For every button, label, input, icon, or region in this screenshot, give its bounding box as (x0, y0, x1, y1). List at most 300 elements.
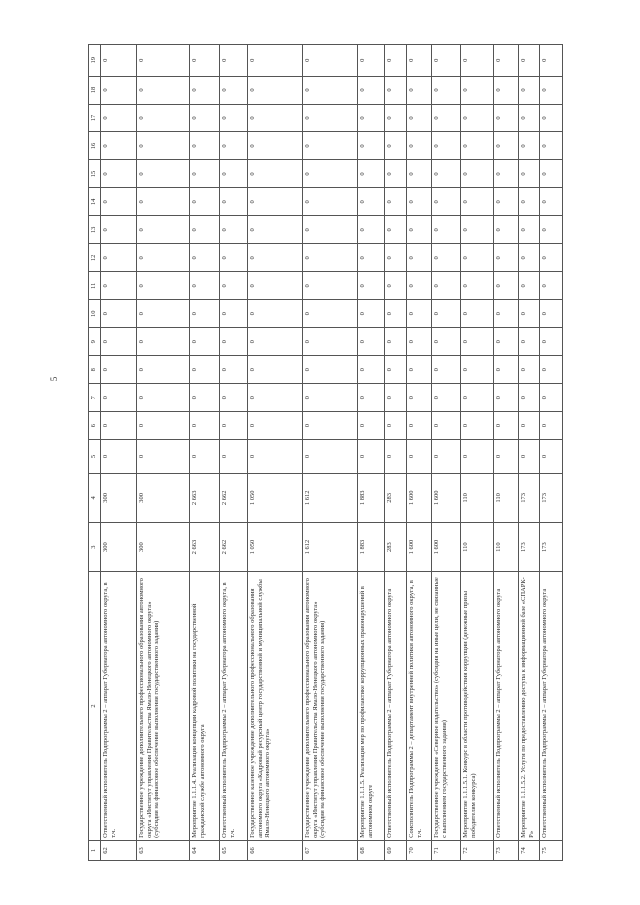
year-value-cell: 0 (101, 328, 137, 356)
year-value-cell: 0 (220, 188, 248, 216)
year-value-cell: 1 612 (303, 473, 358, 522)
year-value-cell: 0 (519, 356, 540, 384)
year-value-cell: 0 (540, 328, 563, 356)
year-value-cell: 0 (137, 328, 190, 356)
year-value-cell: 0 (461, 272, 494, 300)
row-name-cell: Мероприятие 1.1.1.5. Реализация мер по профилактике коррупционных правонарушений в автономном округе (358, 572, 385, 841)
year-value-cell: 0 (358, 300, 385, 328)
year-value-cell: 0 (358, 132, 385, 160)
year-value-cell: 0 (220, 216, 248, 244)
year-value-cell: 0 (519, 412, 540, 440)
year-value-cell: 0 (137, 76, 190, 104)
row-name-cell: Ответственный исполнитель Подпрограммы 2 – аппарат Губернатора автономного округа, в т.ч. (220, 572, 248, 841)
year-value-cell: 0 (461, 76, 494, 104)
year-value-cell: 2 663 (190, 473, 220, 522)
year-value-cell: 0 (432, 412, 461, 440)
year-value-cell: 0 (101, 104, 137, 132)
year-value-cell: 0 (540, 216, 563, 244)
year-value-cell: 0 (190, 328, 220, 356)
year-value-cell: 0 (385, 328, 407, 356)
year-value-cell: 0 (461, 300, 494, 328)
column-number-header: 10 (89, 300, 101, 328)
year-value-cell: 0 (540, 300, 563, 328)
year-value-cell: 0 (461, 412, 494, 440)
row-name-cell: Мероприятие 1.1.1.4. Реализация концепции кадровой политики на государственной гражданской службе автономного округа (190, 572, 220, 841)
row-name-cell: Государственное казенное учреждение дополнительного профессионального образования автономного округа «Кадровый ресурсный центр государственной и муниципальной службы Ямало-Ненецкого автономного округа» (248, 572, 303, 841)
year-value-cell: 0 (248, 244, 303, 272)
year-value-cell: 0 (385, 45, 407, 77)
column-number-header: 18 (89, 76, 101, 104)
total-cell: 283 (385, 522, 407, 571)
year-value-cell: 0 (519, 272, 540, 300)
table-row (540, 45, 563, 861)
column-number-header: 16 (89, 132, 101, 160)
year-value-cell: 0 (407, 384, 432, 412)
year-value-cell: 0 (137, 440, 190, 474)
year-value-cell: 0 (137, 45, 190, 77)
year-value-cell: 0 (385, 132, 407, 160)
year-value-cell: 0 (385, 216, 407, 244)
year-value-cell: 0 (385, 188, 407, 216)
year-value-cell: 0 (137, 272, 190, 300)
year-value-cell: 0 (190, 188, 220, 216)
year-value-cell: 2 662 (220, 473, 248, 522)
year-value-cell: 0 (190, 104, 220, 132)
year-value-cell: 0 (432, 300, 461, 328)
year-value-cell: 0 (407, 160, 432, 188)
year-value-cell: 0 (101, 216, 137, 244)
year-value-cell: 0 (303, 104, 358, 132)
year-value-cell: 0 (248, 272, 303, 300)
year-value-cell: 0 (248, 356, 303, 384)
row-number-cell: 72 (461, 840, 494, 860)
year-value-cell: 0 (190, 440, 220, 474)
row-name-cell: Государственное учреждение «Северное издательство» (субсидия на иные цели, не связанные с выполнением государственного задания) (432, 572, 461, 841)
year-value-cell: 0 (385, 272, 407, 300)
total-cell: 1 600 (432, 522, 461, 571)
year-value-cell: 0 (494, 188, 519, 216)
total-cell: 1 612 (303, 522, 358, 571)
year-value-cell: 0 (494, 272, 519, 300)
year-value-cell: 0 (461, 160, 494, 188)
year-value-cell: 1 050 (248, 473, 303, 522)
year-value-cell: 110 (461, 473, 494, 522)
year-value-cell: 0 (385, 104, 407, 132)
year-value-cell: 0 (248, 160, 303, 188)
year-value-cell: 0 (407, 104, 432, 132)
row-number-cell: 66 (248, 840, 303, 860)
row-name-cell: Мероприятие 1.1.1.5.2. Услуги по предоставлению доступа к информационной базе «СПАРК-Р» (519, 572, 540, 841)
table-row (137, 45, 190, 861)
year-value-cell: 0 (101, 440, 137, 474)
year-value-cell: 0 (432, 132, 461, 160)
year-value-cell: 0 (461, 328, 494, 356)
year-value-cell: 0 (540, 76, 563, 104)
year-value-cell: 0 (190, 272, 220, 300)
year-value-cell: 0 (303, 188, 358, 216)
total-cell: 110 (461, 522, 494, 571)
year-value-cell: 0 (220, 45, 248, 77)
year-value-cell: 0 (519, 45, 540, 77)
year-value-cell: 0 (385, 160, 407, 188)
year-value-cell: 0 (407, 76, 432, 104)
year-value-cell: 0 (137, 244, 190, 272)
year-value-cell: 0 (407, 272, 432, 300)
year-value-cell: 0 (220, 272, 248, 300)
year-value-cell: 0 (358, 244, 385, 272)
total-cell: 2 662 (220, 522, 248, 571)
year-value-cell: 0 (540, 104, 563, 132)
year-value-cell: 1 883 (358, 473, 385, 522)
year-value-cell: 0 (461, 216, 494, 244)
year-value-cell: 0 (137, 412, 190, 440)
year-value-cell: 0 (432, 104, 461, 132)
year-value-cell: 0 (432, 188, 461, 216)
year-value-cell: 0 (432, 272, 461, 300)
year-value-cell: 0 (494, 300, 519, 328)
year-value-cell: 0 (137, 132, 190, 160)
year-value-cell: 0 (303, 216, 358, 244)
table-row (494, 45, 519, 861)
year-value-cell: 0 (385, 384, 407, 412)
column-number-header: 3 (89, 522, 101, 571)
year-value-cell: 0 (494, 132, 519, 160)
year-value-cell: 0 (137, 160, 190, 188)
year-value-cell: 0 (540, 356, 563, 384)
year-value-cell: 173 (540, 473, 563, 522)
year-value-cell: 0 (248, 412, 303, 440)
year-value-cell: 0 (190, 412, 220, 440)
year-value-cell: 0 (137, 384, 190, 412)
year-value-cell: 0 (358, 160, 385, 188)
year-value-cell: 0 (137, 188, 190, 216)
total-cell: 110 (494, 522, 519, 571)
row-number-cell: 67 (303, 840, 358, 860)
year-value-cell: 0 (220, 132, 248, 160)
year-value-cell: 0 (248, 328, 303, 356)
year-value-cell: 0 (220, 76, 248, 104)
table-row (303, 45, 358, 861)
year-value-cell: 0 (358, 440, 385, 474)
year-value-cell: 300 (101, 473, 137, 522)
year-value-cell: 0 (137, 300, 190, 328)
year-value-cell: 0 (190, 76, 220, 104)
year-value-cell: 0 (101, 45, 137, 77)
column-number-header: 2 (89, 572, 101, 841)
year-value-cell: 0 (519, 216, 540, 244)
year-value-cell: 0 (407, 244, 432, 272)
year-value-cell: 0 (461, 356, 494, 384)
row-name-cell: Государственное учреждение дополнительного профессионального образования автономного округа «Институт управления Правительства Ямало-Ненецкого автономного округа» (субсидия на финансовое обеспечение выполнения государственного задания) (137, 572, 190, 841)
year-value-cell: 0 (519, 132, 540, 160)
year-value-cell: 0 (494, 160, 519, 188)
table-row (220, 45, 248, 861)
year-value-cell: 0 (303, 76, 358, 104)
year-value-cell: 0 (190, 216, 220, 244)
table-row (385, 45, 407, 861)
total-cell: 1 883 (358, 522, 385, 571)
year-value-cell: 0 (303, 300, 358, 328)
year-value-cell: 0 (220, 160, 248, 188)
year-value-cell: 0 (190, 45, 220, 77)
year-value-cell: 0 (494, 356, 519, 384)
row-number-cell: 68 (358, 840, 385, 860)
row-number-cell: 73 (494, 840, 519, 860)
total-cell: 1 050 (248, 522, 303, 571)
year-value-cell: 0 (494, 412, 519, 440)
year-value-cell: 0 (432, 76, 461, 104)
column-number-header: 12 (89, 244, 101, 272)
year-value-cell: 0 (432, 356, 461, 384)
year-value-cell: 0 (358, 272, 385, 300)
year-value-cell: 0 (461, 188, 494, 216)
year-value-cell: 0 (190, 300, 220, 328)
year-value-cell: 0 (407, 45, 432, 77)
year-value-cell: 0 (540, 45, 563, 77)
year-value-cell: 0 (248, 76, 303, 104)
year-value-cell: 0 (432, 244, 461, 272)
year-value-cell: 0 (385, 244, 407, 272)
row-name-cell: Ответственный исполнитель Подпрограммы 2 – аппарат Губернатора автономного округа (385, 572, 407, 841)
table-row (432, 45, 461, 861)
column-number-header: 8 (89, 356, 101, 384)
year-value-cell: 0 (358, 384, 385, 412)
year-value-cell: 0 (303, 160, 358, 188)
year-value-cell: 0 (385, 76, 407, 104)
year-value-cell: 0 (432, 45, 461, 77)
row-number-cell: 74 (519, 840, 540, 860)
year-value-cell: 0 (494, 104, 519, 132)
year-value-cell: 0 (385, 356, 407, 384)
year-value-cell: 0 (137, 216, 190, 244)
column-number-header: 6 (89, 412, 101, 440)
column-number-header: 9 (89, 328, 101, 356)
row-name-cell: Ответственный исполнитель Подпрограммы 2 – аппарат Губернатора автономного округа, в т.ч. (101, 572, 137, 841)
year-value-cell: 0 (432, 328, 461, 356)
year-value-cell: 0 (303, 132, 358, 160)
year-value-cell: 0 (385, 412, 407, 440)
year-value-cell: 0 (248, 216, 303, 244)
total-cell: 300 (137, 522, 190, 571)
year-value-cell: 0 (407, 356, 432, 384)
year-value-cell: 0 (461, 244, 494, 272)
year-value-cell: 0 (220, 244, 248, 272)
year-value-cell: 0 (407, 300, 432, 328)
year-value-cell: 0 (303, 272, 358, 300)
year-value-cell: 0 (540, 272, 563, 300)
year-value-cell: 0 (519, 384, 540, 412)
year-value-cell: 0 (540, 384, 563, 412)
row-name-cell: Государственное учреждение дополнительного профессионального образования автономного округа «Институт управления Правительства Ямало-Ненецкого автономного округа» (субсидия на финансовое обеспечение выполнения государственного задания) (303, 572, 358, 841)
year-value-cell: 0 (220, 356, 248, 384)
year-value-cell: 0 (519, 440, 540, 474)
year-value-cell: 283 (385, 473, 407, 522)
year-value-cell: 0 (358, 328, 385, 356)
year-value-cell: 0 (303, 356, 358, 384)
table-row (358, 45, 385, 861)
year-value-cell: 0 (190, 160, 220, 188)
column-number-header: 7 (89, 384, 101, 412)
year-value-cell: 0 (461, 440, 494, 474)
year-value-cell: 0 (303, 45, 358, 77)
year-value-cell: 0 (190, 356, 220, 384)
column-number-header: 15 (89, 160, 101, 188)
column-number-header: 14 (89, 188, 101, 216)
year-value-cell: 0 (540, 188, 563, 216)
year-value-cell: 0 (248, 132, 303, 160)
year-value-cell: 0 (358, 104, 385, 132)
row-name-cell: Мероприятие 1.1.1.5.1. Конкурс в области противодействия коррупции (денежные призы победителям конкурса) (461, 572, 494, 841)
year-value-cell: 0 (303, 384, 358, 412)
row-number-cell: 70 (407, 840, 432, 860)
column-number-header: 19 (89, 45, 101, 77)
year-value-cell: 0 (358, 356, 385, 384)
year-value-cell: 0 (519, 188, 540, 216)
year-value-cell: 0 (519, 160, 540, 188)
page-number: 5 (49, 376, 59, 382)
year-value-cell: 300 (137, 473, 190, 522)
year-value-cell: 0 (303, 412, 358, 440)
year-value-cell: 0 (248, 188, 303, 216)
year-value-cell: 0 (248, 384, 303, 412)
year-value-cell: 0 (101, 300, 137, 328)
row-name-cell: Ответственный исполнитель Подпрограммы 2 – аппарат Губернатора автономного округа (494, 572, 519, 841)
year-value-cell: 0 (248, 300, 303, 328)
year-value-cell: 0 (519, 300, 540, 328)
year-value-cell: 0 (358, 188, 385, 216)
year-value-cell: 0 (358, 45, 385, 77)
year-value-cell: 0 (461, 384, 494, 412)
column-number-header: 1 (89, 840, 101, 860)
year-value-cell: 0 (248, 45, 303, 77)
year-value-cell: 0 (407, 328, 432, 356)
year-value-cell: 0 (101, 356, 137, 384)
total-cell: 173 (540, 522, 563, 571)
year-value-cell: 0 (432, 216, 461, 244)
table-row (519, 45, 540, 861)
year-value-cell: 0 (432, 384, 461, 412)
total-cell: 173 (519, 522, 540, 571)
row-number-cell: 69 (385, 840, 407, 860)
year-value-cell: 0 (248, 440, 303, 474)
year-value-cell: 0 (519, 104, 540, 132)
year-value-cell: 0 (137, 356, 190, 384)
row-number-cell: 64 (190, 840, 220, 860)
year-value-cell: 0 (461, 45, 494, 77)
year-value-cell: 0 (407, 412, 432, 440)
year-value-cell: 0 (101, 272, 137, 300)
year-value-cell: 0 (407, 440, 432, 474)
year-value-cell: 0 (407, 216, 432, 244)
table-row (248, 45, 303, 861)
year-value-cell: 0 (358, 76, 385, 104)
year-value-cell: 0 (101, 384, 137, 412)
row-number-cell: 71 (432, 840, 461, 860)
year-value-cell: 110 (494, 473, 519, 522)
year-value-cell: 0 (540, 160, 563, 188)
year-value-cell: 0 (540, 440, 563, 474)
year-value-cell: 0 (220, 328, 248, 356)
year-value-cell: 0 (519, 76, 540, 104)
row-number-cell: 75 (540, 840, 563, 860)
year-value-cell: 0 (101, 412, 137, 440)
year-value-cell: 0 (101, 244, 137, 272)
year-value-cell: 0 (407, 188, 432, 216)
total-cell: 1 600 (407, 522, 432, 571)
year-value-cell: 0 (540, 132, 563, 160)
year-value-cell: 0 (303, 244, 358, 272)
column-number-header: 11 (89, 272, 101, 300)
year-value-cell: 0 (220, 384, 248, 412)
year-value-cell: 173 (519, 473, 540, 522)
year-value-cell: 0 (540, 244, 563, 272)
column-number-header: 5 (89, 440, 101, 474)
year-value-cell: 0 (432, 160, 461, 188)
column-number-header: 13 (89, 216, 101, 244)
year-value-cell: 0 (494, 216, 519, 244)
year-value-cell: 0 (519, 244, 540, 272)
table-container (88, 44, 548, 861)
year-value-cell: 0 (385, 440, 407, 474)
year-value-cell: 0 (461, 132, 494, 160)
rotated-table-frame (88, 44, 548, 861)
total-cell: 2 663 (190, 522, 220, 571)
table-row (461, 45, 494, 861)
year-value-cell: 0 (358, 412, 385, 440)
year-value-cell: 0 (101, 132, 137, 160)
year-value-cell: 0 (190, 384, 220, 412)
table-row (407, 45, 432, 861)
row-number-cell: 63 (137, 840, 190, 860)
year-value-cell: 0 (494, 440, 519, 474)
year-value-cell: 0 (101, 160, 137, 188)
year-value-cell: 0 (248, 104, 303, 132)
year-value-cell: 0 (494, 328, 519, 356)
table-row (190, 45, 220, 861)
row-name-cell: Ответственный исполнитель Подпрограммы 2 – аппарат Губернатора автономного округа (540, 572, 563, 841)
year-value-cell: 0 (385, 300, 407, 328)
total-cell: 300 (101, 522, 137, 571)
column-number-header: 4 (89, 473, 101, 522)
year-value-cell: 1 600 (407, 473, 432, 522)
year-value-cell: 0 (461, 104, 494, 132)
year-value-cell: 0 (540, 412, 563, 440)
year-value-cell: 0 (220, 412, 248, 440)
year-value-cell: 0 (494, 45, 519, 77)
year-value-cell: 0 (494, 244, 519, 272)
row-name-cell: Соисполнитель Подпрограммы 2 – департамент внутренней политики автономного округа, в т.ч. (407, 572, 432, 841)
table-row (101, 45, 137, 861)
row-number-cell: 65 (220, 840, 248, 860)
year-value-cell: 0 (220, 104, 248, 132)
year-value-cell: 0 (101, 188, 137, 216)
year-value-cell: 0 (137, 104, 190, 132)
year-value-cell: 0 (303, 328, 358, 356)
budget-table (88, 44, 563, 861)
row-number-cell: 62 (101, 840, 137, 860)
year-value-cell: 0 (432, 440, 461, 474)
year-value-cell: 0 (101, 76, 137, 104)
header-row (89, 45, 101, 861)
year-value-cell: 0 (220, 440, 248, 474)
year-value-cell: 0 (358, 216, 385, 244)
year-value-cell: 0 (494, 384, 519, 412)
year-value-cell: 0 (519, 328, 540, 356)
column-number-header: 17 (89, 104, 101, 132)
year-value-cell: 0 (190, 132, 220, 160)
year-value-cell: 1 600 (432, 473, 461, 522)
year-value-cell: 0 (190, 244, 220, 272)
